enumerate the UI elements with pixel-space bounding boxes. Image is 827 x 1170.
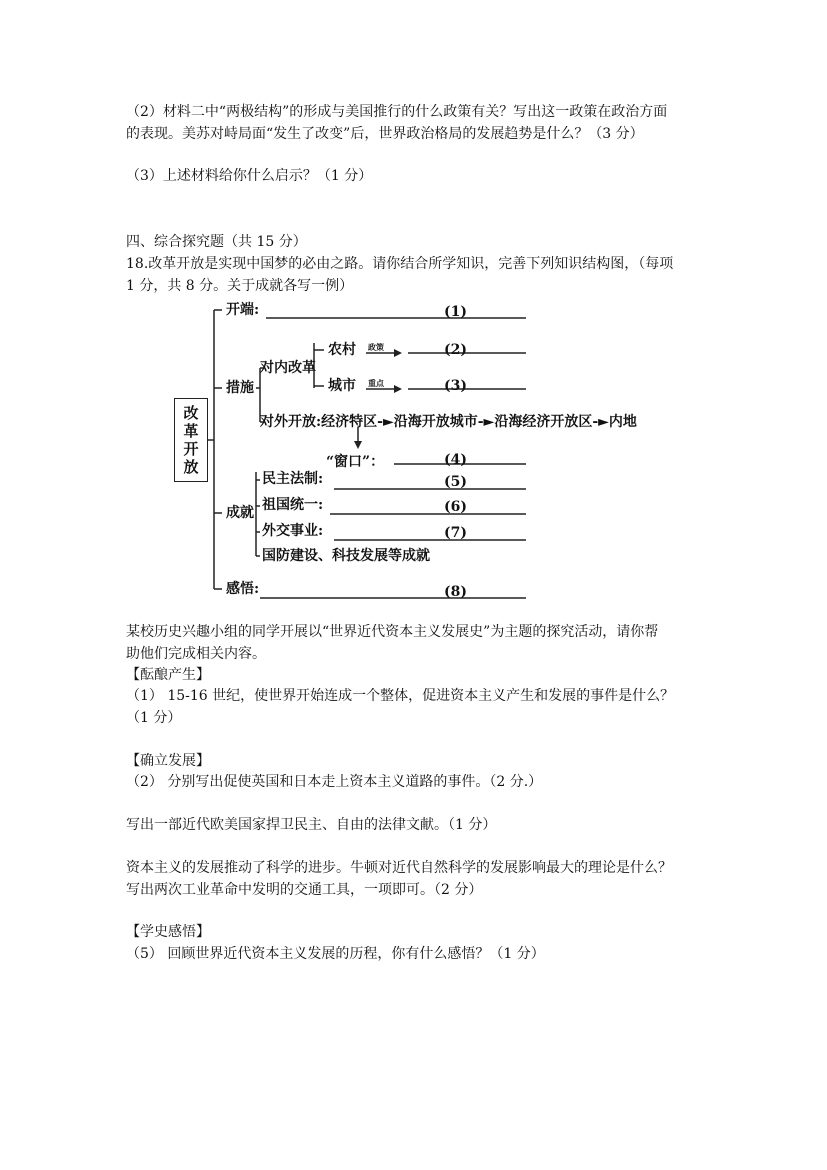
question-3: （3）上述材料给你什么启示？（1 分） [126,168,373,184]
inquiry-q3: 写出一部近代欧美国家捍卫民主、自由的法律文献。（1 分） [126,817,497,833]
chain-inland: 内地 [608,414,637,430]
label-achievements: 成就 [226,505,254,521]
center-char: 开 [183,440,199,458]
center-char: 放 [183,458,199,476]
inquiry-q4-line2: 写出两次工业革命中发明的交通工具，一项即可。（2 分） [126,882,483,898]
urban-arrow-label: 重点 [368,378,384,388]
blank-1: (1) [444,304,467,320]
question-18-line1: 18.改革开放是实现中国梦的必由之路。请你结合所学知识，完善下列知识结构图，（每项 [126,256,674,272]
inquiry-q1-line1: （1） 15-16 世纪，使世界开始连成一个整体，促进资本主义产生和发展的事件是什么？ [126,688,675,704]
label-democracy: 民主法制: [262,471,324,487]
heading-development: 【确立发展】 [126,753,210,769]
blank-5: (5) [444,474,467,490]
inquiry-intro-line2: 助他们完成相关内容。 [126,646,266,662]
external-opening-chain: 对外开放:经济特区-►沿海开放城市-►沿海经济开放区-►内地 [260,414,637,430]
blank-7: (7) [444,525,467,541]
inquiry-q5: （5） 回顾世界近代资本主义发展的历程，你有什么感悟？（1 分） [126,946,545,962]
blank-6: (6) [444,499,467,515]
rural-arrow-label: 政策 [368,342,384,352]
blank-4: (4) [444,452,467,468]
chain-special-zones: 经济特区 [321,414,378,430]
heading-insight: 【学史感悟】 [126,924,210,940]
inquiry-q4-line1: 资本主义的发展推动了科学的进步。牛顿对近代自然科学的发展影响最大的理论是什么？ [126,860,672,876]
label-insight: 感悟: [226,581,260,597]
blank-8: (8) [444,584,467,600]
question-2-line2: 的表现。美苏对峙局面“发生了改变”后，世界政治格局的发展趋势是什么？（3 分） [126,126,644,142]
center-char: 革 [183,422,199,440]
inquiry-intro-line1: 某校历史兴趣小组的同学开展以“世界近代资本主义发展史”为主题的探究活动，请你帮 [126,624,659,640]
knowledge-structure-diagram [170,298,670,610]
label-start: 开端: [226,302,260,318]
reform-opening-box [174,398,208,482]
inquiry-q2: （2） 分别写出促使英国和日本走上资本主义道路的事件。（2 分.） [126,774,543,790]
label-external-opening: 对外开放: [260,414,322,430]
heading-origin: 【酝酿产生】 [126,667,210,683]
label-diplomacy: 外交事业: [262,523,324,539]
label-domestic-reform: 对内改革 [260,360,316,376]
section-4-title: 四、综合探究题（共 15 分） [126,234,307,250]
center-char: 改 [183,404,199,422]
question-2-line1: （2）材料二中“两极结构”的形成与美国推行的什么政策有关？写出这一政策在政治方面 [126,104,668,120]
label-rural: 农村 [328,342,356,358]
label-defense: 国防建设、科技发展等成就 [262,548,430,564]
chain-coastal-zones: 沿海经济开放区 [494,414,593,430]
label-window: “窗口”： [326,454,385,470]
inquiry-q1-line2: （1 分） [126,710,182,726]
question-18-line2: 1 分，共 8 分。关于成就各写一例） [126,278,354,294]
label-urban: 城市 [328,378,356,394]
chain-coastal-cities: 沿海开放城市 [393,414,478,430]
label-measures: 措施 [226,380,254,396]
label-unification: 祖国统一: [262,497,324,513]
blank-3: (3) [444,378,467,394]
blank-2: (2) [444,342,467,358]
